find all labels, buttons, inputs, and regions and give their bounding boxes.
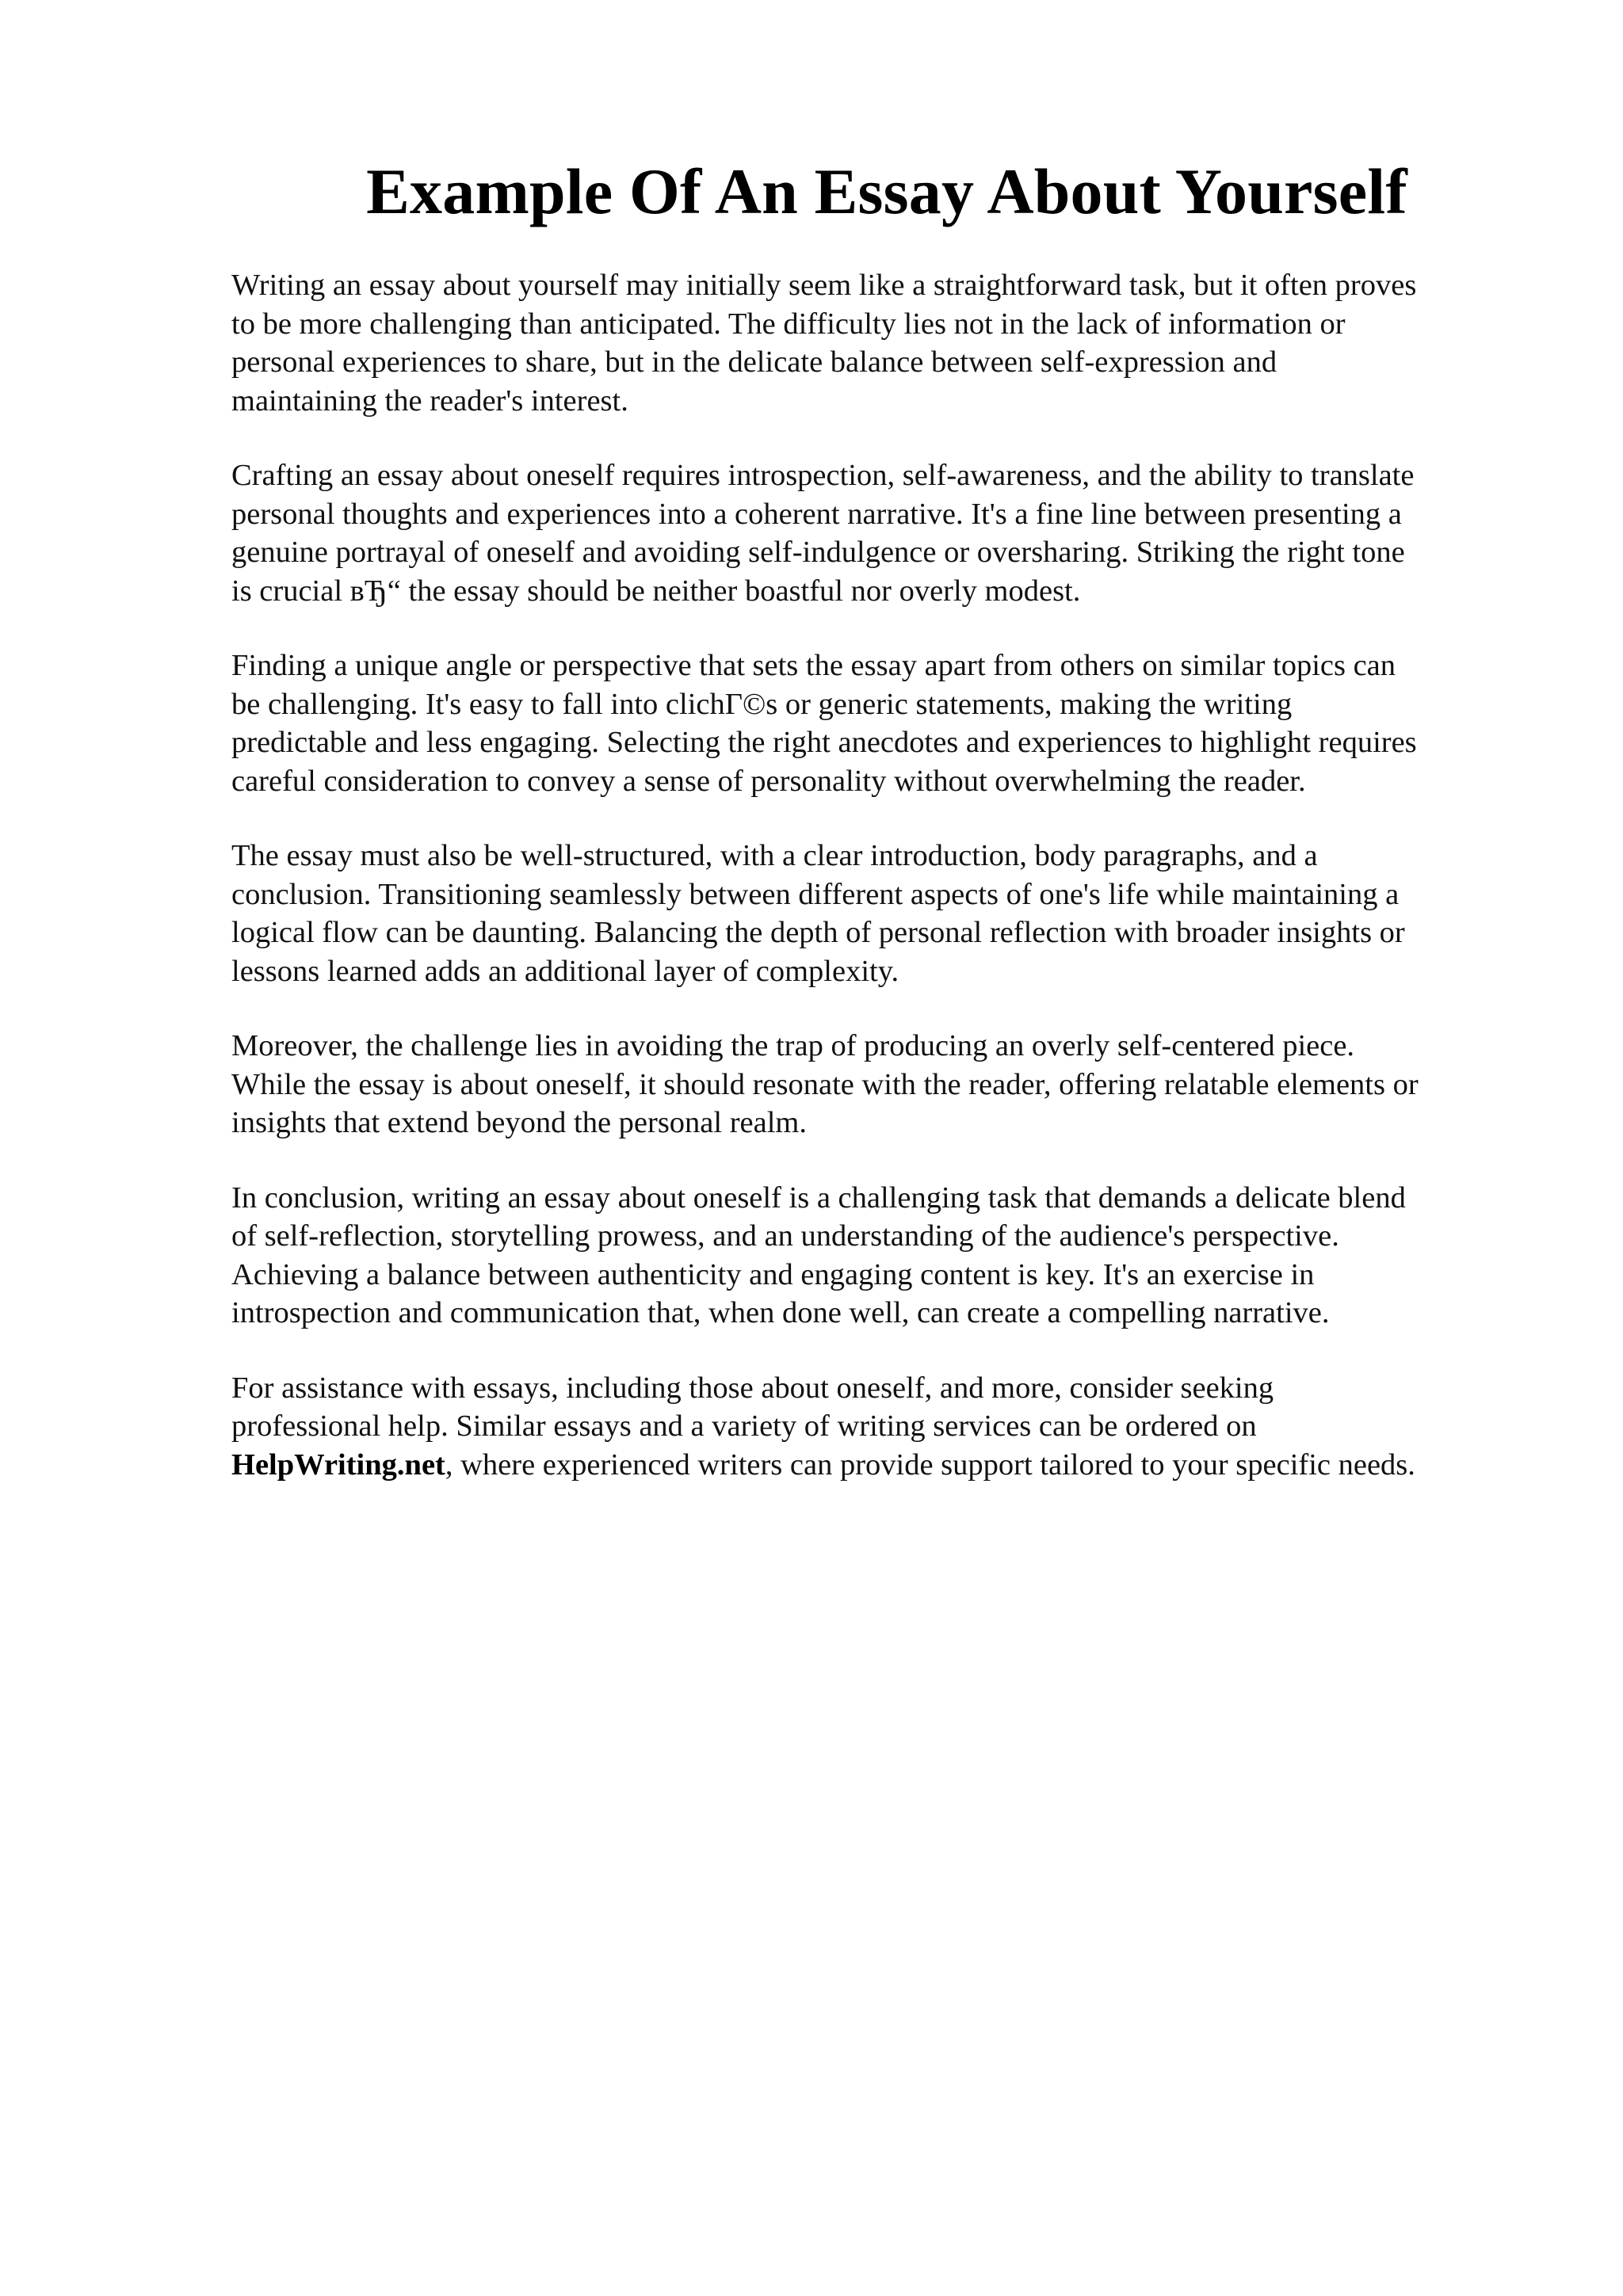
text-line: Writing an essay about yourself may initially seem like a straightforward task, but it often proves — [231, 269, 1417, 302]
paragraph-4 — [231, 837, 1531, 990]
text-line: introspection and communication that, when done well, can create a compelling narrative. — [231, 1296, 1330, 1329]
text-line: lessons learned adds an additional layer of complexity. — [231, 954, 899, 988]
text-line: Crafting an essay about oneself requires introspection, self-awareness, and the ability to translate — [231, 459, 1415, 492]
paragraph-1 — [231, 266, 1531, 420]
text-line: predictable and less engaging. Selecting the right anecdotes and experiences to highlight requires — [231, 726, 1417, 759]
paragraph-6 — [231, 1179, 1531, 1333]
text-line: In conclusion, writing an essay about oneself is a challenging task that demands a delicate blend — [231, 1180, 1406, 1215]
closing-paragraph — [231, 1369, 1531, 1485]
essay-body — [231, 266, 1531, 1520]
text-line: of self-reflection, storytelling prowess, and an understanding of the audience's perspective. — [231, 1219, 1339, 1253]
text-line: genuine portrayal of oneself and avoiding self-indulgence or oversharing. Striking the right tone — [231, 536, 1405, 569]
text-line: Moreover, the challenge lies in avoiding the trap of producing an overly self-centered piece. — [231, 1029, 1355, 1062]
brand-name: HelpWriting.net — [231, 1447, 445, 1482]
text-line-with-brand — [231, 1446, 1531, 1485]
text-line: professional help. Similar essays and a variety of writing services can be ordered on — [231, 1409, 1257, 1443]
text-line: personal thoughts and experiences into a coherent narrative. It's a fine line between presenting a — [231, 497, 1402, 531]
text-line: careful consideration to convey a sense of personality without overwhelming the reader. — [231, 764, 1306, 798]
text-line: Finding a unique angle or perspective that sets the essay apart from others on similar topics can — [231, 649, 1396, 682]
page-title: Example Of An Essay About Yourself — [366, 155, 1407, 227]
paragraph-5 — [231, 1027, 1531, 1142]
text-line: insights that extend beyond the personal realm. — [231, 1106, 807, 1139]
text-line: While the essay is about oneself, it should resonate with the reader, offering relatable elements or — [231, 1067, 1419, 1101]
text-line: to be more challenging than anticipated. The difficulty lies not in the lack of information or — [231, 307, 1346, 341]
closing-text: , where experienced writers can provide support tailored to your specific needs. — [445, 1447, 1415, 1482]
paragraph-2 — [231, 456, 1531, 610]
text-line: conclusion. Transitioning seamlessly between different aspects of one's life while maintaining a — [231, 877, 1400, 911]
text-line: For assistance with essays, including those about oneself, and more, consider seeking — [231, 1371, 1274, 1405]
text-line: personal experiences to share, but in the delicate balance between self-expression and — [231, 345, 1277, 379]
text-line: be challenging. It's easy to fall into clichГ©s or generic statements, making the writing — [231, 687, 1293, 721]
paragraph-3 — [231, 646, 1531, 800]
text-line: Achieving a balance between authenticity and engaging content is key. It's an exercise in — [231, 1257, 1315, 1291]
text-line: maintaining the reader's interest. — [231, 383, 628, 418]
text-line: The essay must also be well-structured, with a clear introduction, body paragraphs, and a — [231, 839, 1318, 872]
text-line: is crucial вЂ“ the essay should be neither boastful nor overly modest. — [231, 574, 1081, 608]
text-line: logical flow can be daunting. Balancing the depth of personal reflection with broader insights or — [231, 916, 1405, 949]
